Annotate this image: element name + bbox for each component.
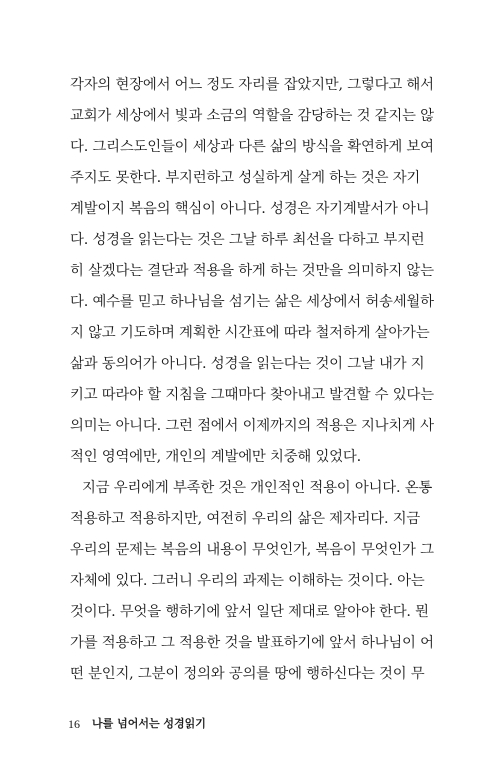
text-line: 떤 분인지, 그분이 정의와 공의를 땅에 행하신다는 것이 무: [70, 666, 425, 682]
text-line: 다. 예수를 믿고 하나님을 섬기는 삶은 세상에서 허송세월하: [70, 294, 434, 310]
text-line: 계발이지 복음의 핵심이 아니다. 성경은 자기계발서가 아니: [70, 201, 430, 217]
running-title: 나를 넘어서는 성경읽기: [92, 717, 206, 730]
page-number: 16: [68, 717, 80, 731]
text-line: 적인 영역에만, 개인의 계발에만 치중해 있었다.: [70, 449, 361, 465]
text-line: 적용하고 적용하지만, 여전히 우리의 삶은 제자리다. 지금: [70, 511, 421, 527]
text-line: 히 살겠다는 결단과 적용을 하게 하는 것만을 의미하지 않는: [70, 263, 434, 279]
text-line: 각자의 현장에서 어느 정도 자리를 잡았지만, 그렇다고 해서: [70, 77, 434, 93]
text-line: 다. 그리스도인들이 세상과 다른 삶의 방식을 확연하게 보여: [70, 139, 434, 155]
text-line: 우리의 문제는 복음의 내용이 무엇인가, 복음이 무엇인가 그: [70, 542, 434, 558]
text-line: 의미는 아니다. 그런 점에서 이제까지의 적용은 지나치게 사: [70, 418, 434, 434]
text-line: 자체에 있다. 그러니 우리의 과제는 이해하는 것이다. 아는: [70, 573, 425, 589]
text-line: 키고 따라야 할 지침을 그때마다 찾아내고 발견할 수 있다는: [70, 387, 434, 403]
text-line: 삶과 동의어가 아니다. 성경을 읽는다는 것이 그날 내가 지: [70, 356, 425, 372]
text-line: 것이다. 무엇을 행하기에 앞서 일단 제대로 알아야 한다. 뭔: [70, 604, 429, 620]
body-text: [70, 70, 432, 690]
paragraph-first-line: 지금 우리에게 부족한 것은 개인적인 적용이 아니다. 온통: [82, 480, 433, 496]
text-line: 가를 적용하고 그 적용한 것을 발표하기에 앞서 하나님이 어: [70, 635, 434, 651]
text-line: 지 않고 기도하며 계획한 시간표에 따라 철저하게 살아가는: [70, 325, 430, 341]
page-footer: [68, 712, 206, 736]
text-line: 주지도 못한다. 부지런하고 성실하게 살게 하는 것은 자기: [70, 170, 421, 186]
text-line: 교회가 세상에서 빛과 소금의 역할을 감당하는 것 같지는 않: [70, 108, 434, 124]
text-line: 다. 성경을 읽는다는 것은 그날 하루 최선을 다하고 부지런: [70, 232, 425, 248]
